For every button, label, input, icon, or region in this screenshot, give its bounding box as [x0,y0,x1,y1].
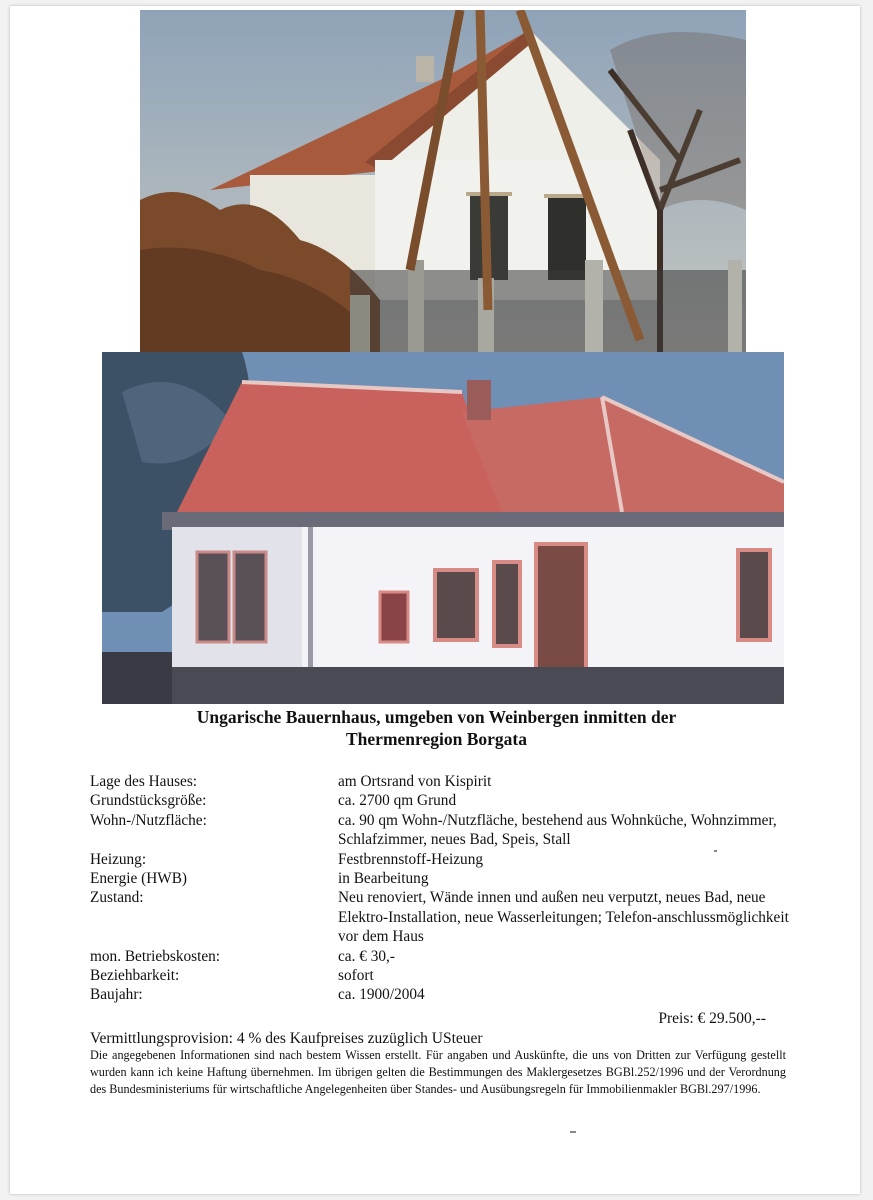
spec-value: ca. 2700 qm Grund [338,792,457,810]
spec-row-plot-size [90,791,790,810]
commission: Vermittlungsprovision: 4 % des Kaufpreises zuzüglich USteuer [90,1030,483,1047]
spec-label: mon. Betriebskosten: [90,947,221,965]
spec-label: Lage des Hauses: [90,773,198,790]
spec-row-operating-costs [90,947,790,966]
disclaimer: Die angegebenen Informationen sind nach bestem Wissen erstellt. Für angaben und Auskünfte, die uns von Dritten zur Verfügung gestellt wurden kann ich keine Haftung übernehmen. Im übrigen gelten die Bestimmungen des Maklergesetzes BGBl.252/1996 und der Verordnung des Bundesministeriums für wirtschaftliche Angelegenheiten über Standes- und Ausübungsregeln für Immobilienmakler BGBl.297/1996. [90,1048,786,1096]
spec-row-condition [90,888,790,946]
listing-title [0,706,873,750]
listing-title-line2: Thermenregion Borgata [346,729,527,749]
spec-value: Neu renoviert, Wände innen und außen neu verputzt, neues Bad, neue Elektro-Installation, neue Wasserleitungen; Telefon-anschlussmöglichkeit vor dem Haus [338,889,789,946]
spec-value: Festbrennstoff-Heizung [338,850,484,868]
house-photo-renovated [102,352,784,704]
spec-label: Beziehbarkeit: [90,967,180,985]
scan-speck [570,1131,576,1133]
spec-row-availability [90,966,790,985]
house-photo-front-image [140,10,746,376]
spec-value: am Ortsrand von Kispirit [338,773,492,790]
spec-row-energy [90,869,790,888]
spec-label: Zustand: [90,889,144,907]
spec-label: Grundstücksgröße: [90,792,207,810]
spec-value: sofort [338,967,374,985]
house-photo-front [140,10,746,376]
spec-value: ca. 1900/2004 [338,986,425,1004]
scan-speck [714,850,717,852]
spec-row-year-built [90,985,790,1004]
spec-label: Heizung: [90,850,147,868]
spec-value: in Bearbeitung [338,870,429,888]
listing-title-line1: Ungarische Bauernhaus, umgeben von Weinbergen inmitten der [196,707,677,727]
spec-label: Baujahr: [90,986,143,1004]
spec-label: Energie (HWB) [90,870,187,888]
property-specs [90,772,790,1005]
spec-row-living-area [90,811,790,850]
house-photo-renovated-image [102,352,784,704]
spec-row-heating [90,850,790,869]
spec-label: Wohn-/Nutzfläche: [90,811,207,829]
spec-value: ca. 90 qm Wohn-/Nutzfläche, bestehend aus Wohnküche, Wohnzimmer, Schlafzimmer, neues Bad, Speis, Stall [338,811,777,849]
spec-value: ca. € 30,- [338,947,395,965]
spec-row-location [90,772,790,791]
price: Preis: € 29.500,-- [658,1010,766,1027]
